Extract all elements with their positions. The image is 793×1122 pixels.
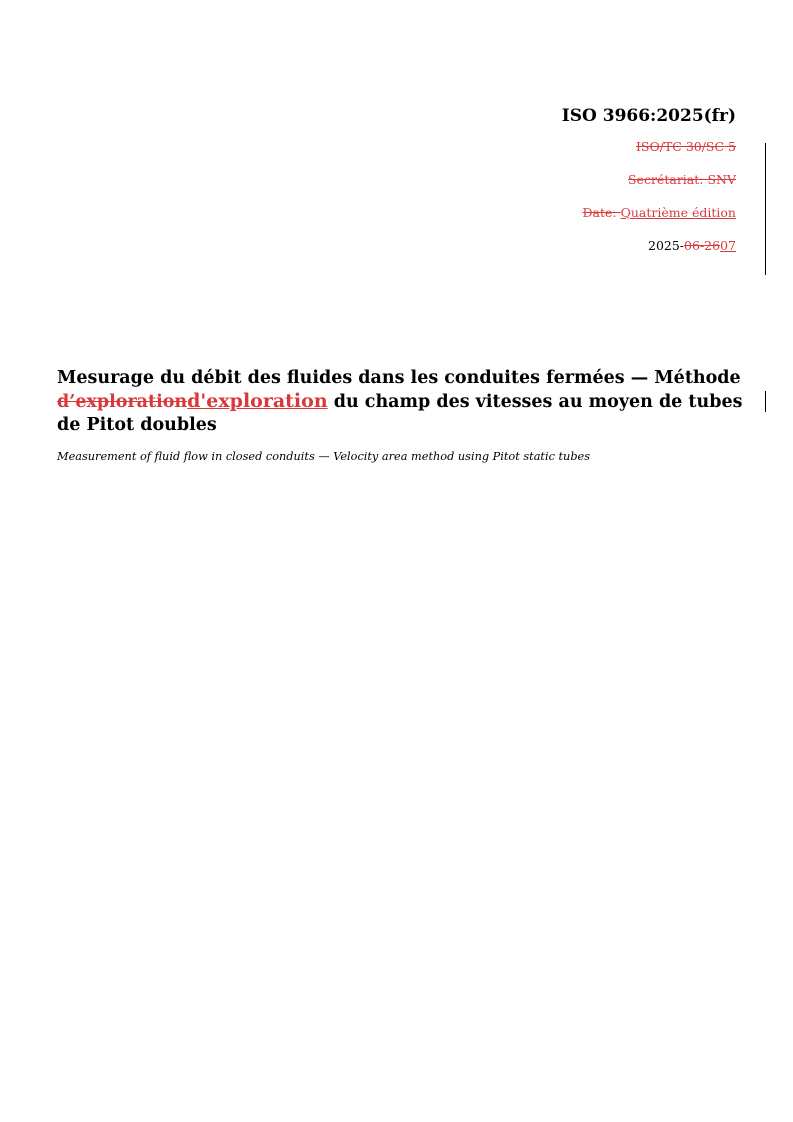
title-inserted: d'exploration [187, 390, 328, 412]
title-block [57, 367, 747, 465]
committee-line [562, 138, 736, 155]
committee-deleted: ISO/TC 30/SC 5 [635, 139, 736, 154]
change-bar-header [765, 143, 766, 275]
date-label-deleted: Date: [582, 205, 621, 220]
secretariat-line [562, 171, 736, 188]
document-header [562, 104, 736, 270]
date-inserted: 07 [720, 238, 736, 253]
edition-line [562, 204, 736, 221]
edition-inserted: Quatrième édition [620, 205, 736, 220]
title-deleted: d’exploration [57, 392, 188, 412]
secretariat-deleted: Secrétariat: SNV [628, 172, 736, 187]
title-part-1: Mesurage du débit des fluides dans les conduites fermées — Méthode [57, 368, 741, 388]
date-line [562, 237, 736, 254]
document-title [57, 367, 747, 437]
change-bar-title [765, 391, 766, 412]
title-part-2: du champ des vitesses au moyen de tubes de Pitot doubles [57, 392, 743, 435]
document-reference: ISO 3966:2025(fr) [561, 106, 736, 126]
date-year: 2025- [648, 238, 685, 253]
english-title: Measurement of fluid flow in closed conduits — Velocity area method using Pitot static tubes [57, 450, 591, 463]
date-deleted: 06-26 [684, 238, 721, 253]
